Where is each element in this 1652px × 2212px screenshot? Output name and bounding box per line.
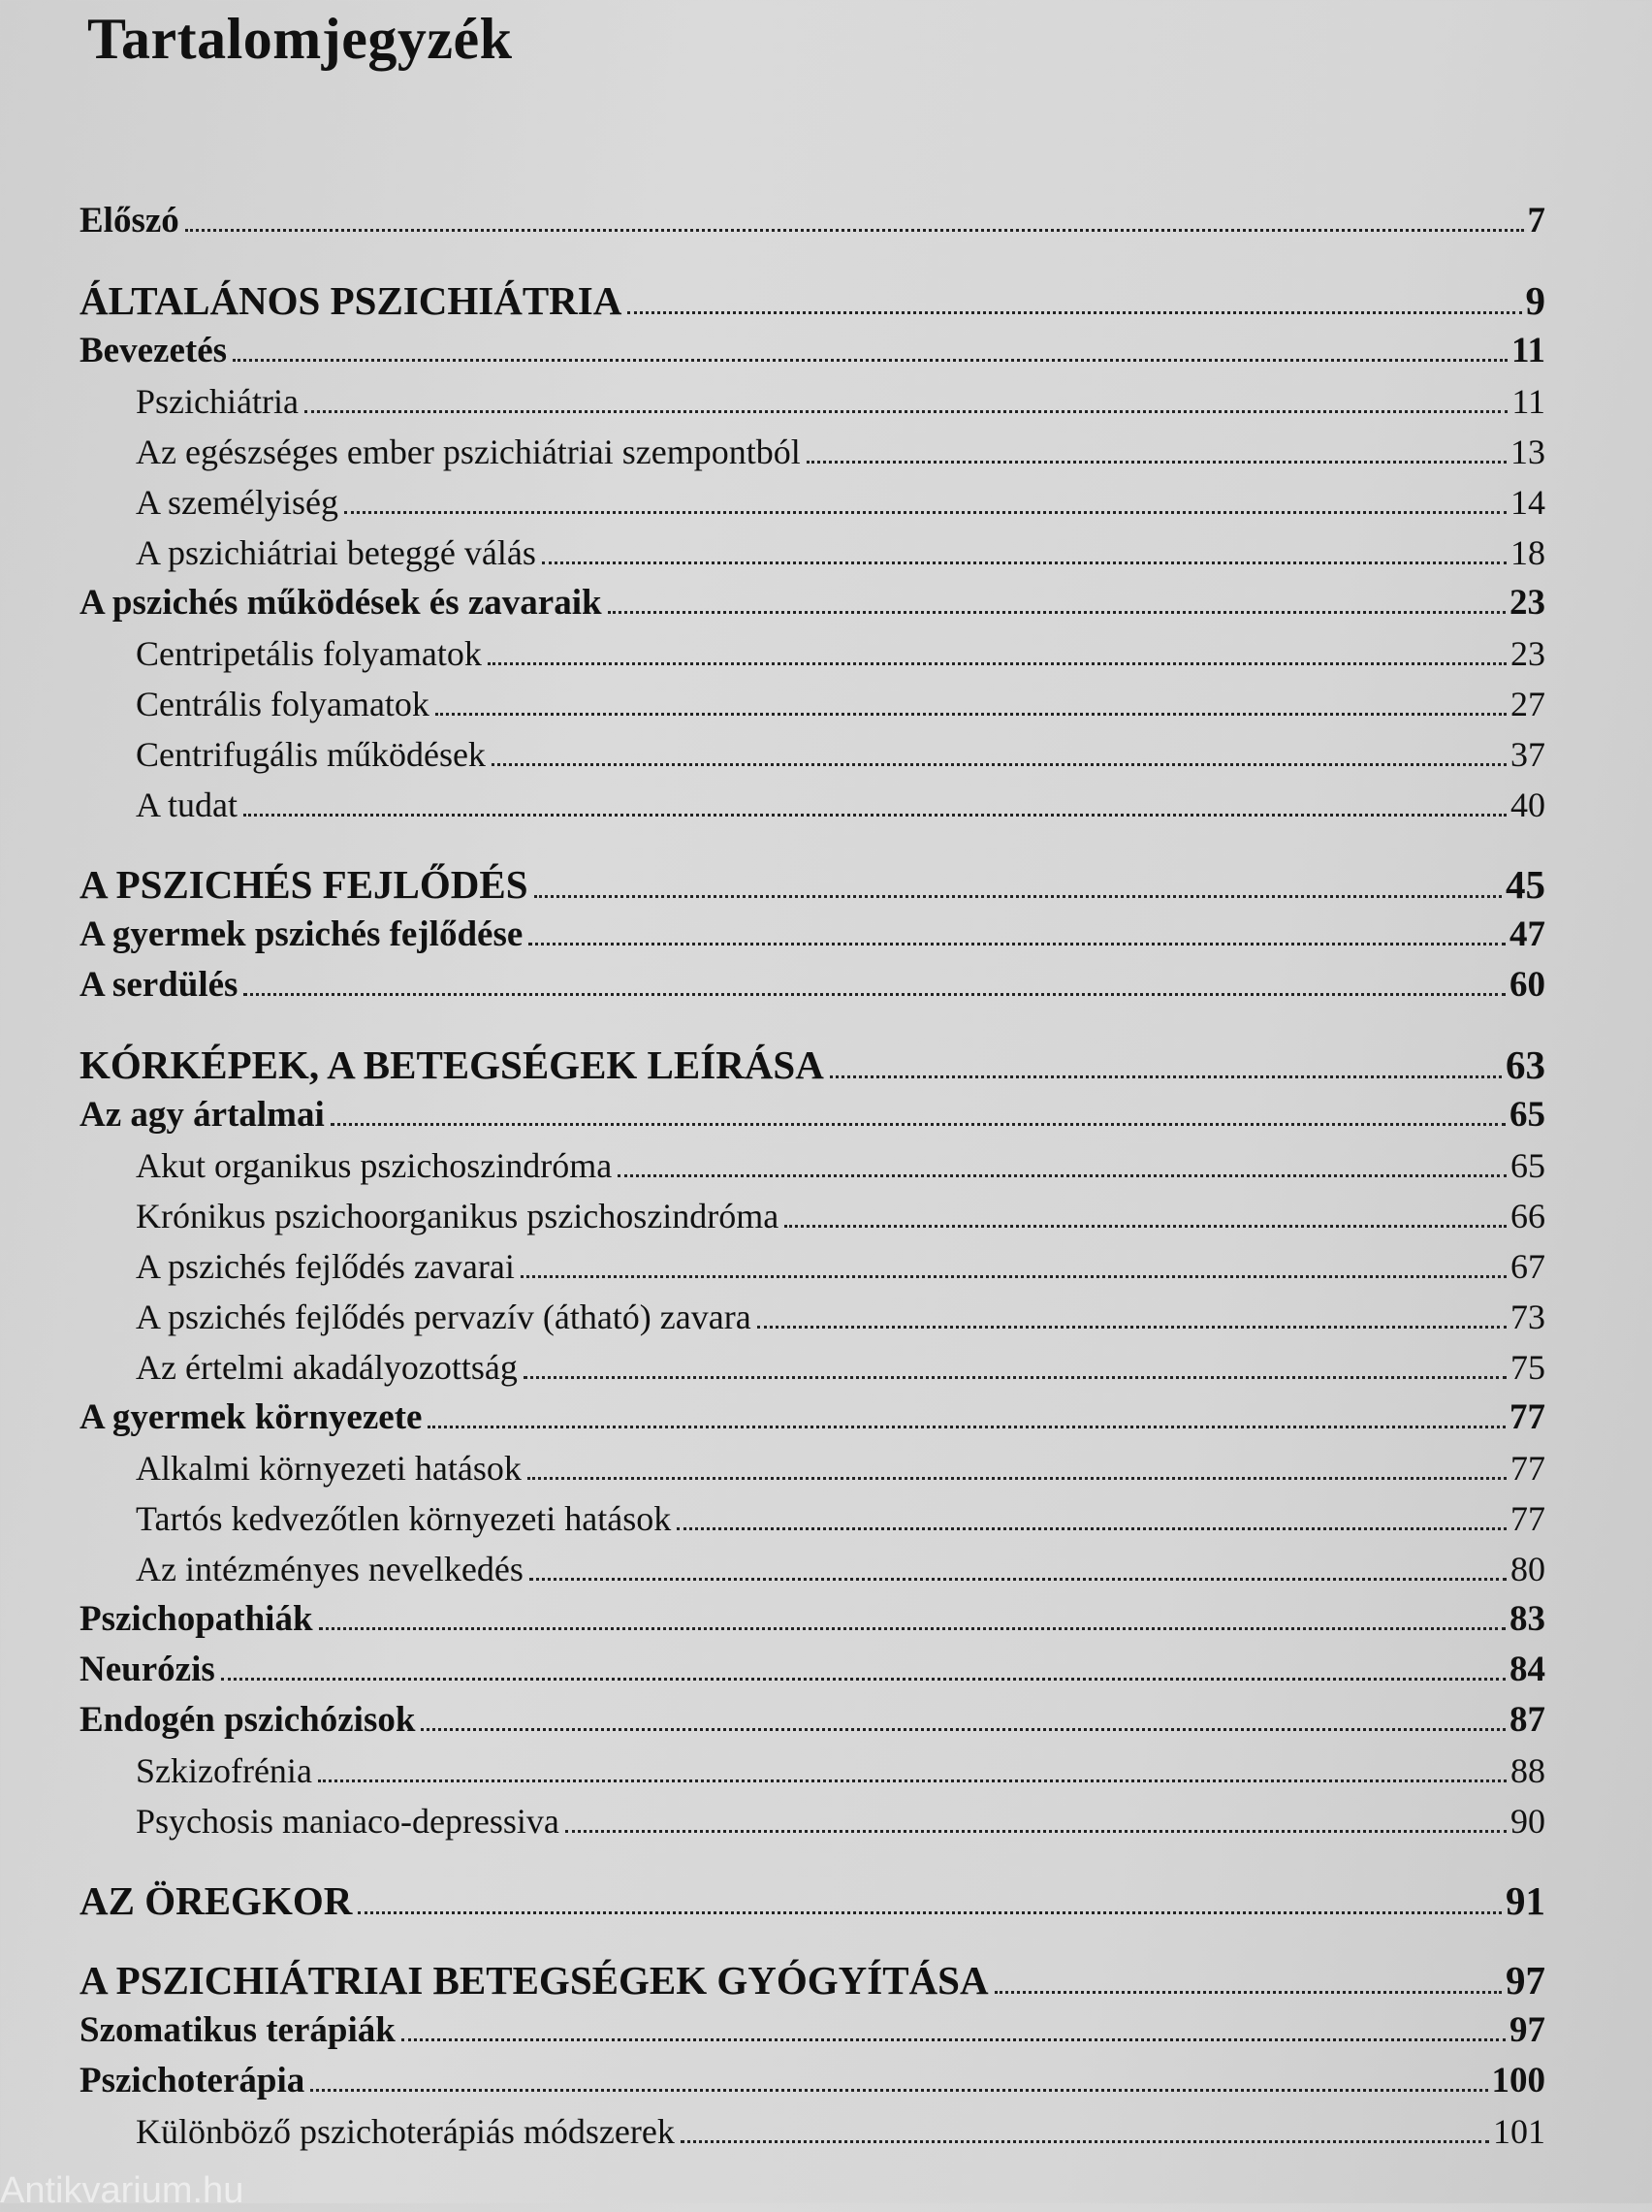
toc-entry-title: A gyermek környezete <box>79 1397 423 1437</box>
dot-leader <box>310 2088 1487 2092</box>
toc-entry <box>79 2106 1545 2157</box>
toc-entry-title: ÁLTALÁNOS PSZICHIÁTRIA <box>79 278 622 323</box>
dot-leader <box>627 310 1521 314</box>
dot-leader <box>435 712 1507 716</box>
toc-entry-title: KÓRKÉPEK, A BETEGSÉGEK LEÍRÁSA <box>79 1042 824 1087</box>
toc-entry-title: Bevezetés <box>79 331 228 370</box>
toc-entry <box>79 275 1545 326</box>
toc-entry <box>79 1746 1545 1796</box>
toc-entry <box>79 1645 1545 1695</box>
dot-leader <box>488 661 1507 665</box>
toc-entry <box>79 1040 1545 1090</box>
toc-entry-title: Centripetális folyamatok <box>136 634 482 673</box>
dot-leader <box>243 992 1506 996</box>
toc-entry <box>79 1191 1545 1241</box>
dot-leader <box>421 1727 1506 1731</box>
toc-entry <box>79 1695 1545 1746</box>
toc-entry-title: AZ ÖREGKOR <box>79 1878 353 1923</box>
toc-entry <box>79 477 1545 528</box>
toc-entry-title: Előszó <box>79 201 179 240</box>
toc-entry-page-number: 90 <box>1510 1802 1545 1841</box>
dot-leader <box>542 561 1507 564</box>
toc-entry <box>79 628 1545 679</box>
toc-entry-page-number: 83 <box>1509 1599 1545 1639</box>
toc-entry-page-number: 88 <box>1510 1751 1545 1790</box>
toc-entry-page-number: 77 <box>1510 1499 1545 1538</box>
toc-entry <box>79 528 1545 578</box>
toc-entry <box>79 1594 1545 1645</box>
toc-entry <box>79 679 1545 729</box>
toc-entry <box>79 1955 1545 2005</box>
dot-leader <box>318 1779 1507 1782</box>
toc-entry-title: Krónikus pszichoorganikus pszichoszindróma <box>136 1197 779 1235</box>
toc-entry-page-number: 23 <box>1510 634 1545 673</box>
toc-entry-page-number: 101 <box>1493 2112 1545 2151</box>
dot-leader <box>401 2037 1506 2041</box>
toc-entry <box>79 1393 1545 1443</box>
dot-leader <box>830 1074 1502 1078</box>
toc-entry-title: Endogén pszichózisok <box>79 1700 416 1740</box>
toc-entry-title: A pszichiátriai beteggé válás <box>136 533 536 572</box>
page-title: Tartalomjegyzék <box>87 7 513 71</box>
toc-entry <box>79 376 1545 427</box>
toc-entry-page-number: 73 <box>1510 1298 1545 1336</box>
toc-entry-page-number: 13 <box>1510 433 1545 471</box>
toc-entry-title: Pszichopathiák <box>79 1599 313 1639</box>
toc-entry-page-number: 40 <box>1510 785 1545 824</box>
toc-entry-title: A tudat <box>136 785 238 824</box>
dot-leader <box>524 1375 1507 1379</box>
toc-entry <box>79 578 1545 628</box>
toc-entry-title: Neurózis <box>79 1650 215 1689</box>
dot-leader <box>221 1677 1506 1681</box>
toc-entry <box>79 960 1545 1010</box>
dot-leader <box>757 1325 1507 1329</box>
watermark-text: Antikvarium.hu <box>0 2170 244 2211</box>
toc-entry-title: Szomatikus terápiák <box>79 2010 396 2050</box>
toc-entry-title: A pszichés fejlődés zavarai <box>136 1247 515 1286</box>
toc-entry-page-number: 18 <box>1510 533 1545 572</box>
toc-entry-title: A gyermek pszichés fejlődése <box>79 914 524 954</box>
toc-entry <box>79 780 1545 830</box>
toc-entry-title: Az agy ártalmai <box>79 1095 325 1135</box>
dot-leader <box>304 409 1508 413</box>
dot-leader <box>243 813 1507 817</box>
toc-entry-page-number: 97 <box>1509 2010 1545 2050</box>
toc-entry-page-number: 77 <box>1510 1449 1545 1488</box>
dot-leader <box>358 1910 1502 1914</box>
table-of-contents <box>79 196 1545 2157</box>
toc-entry-title: Psychosis maniaco-depressiva <box>136 1802 559 1841</box>
toc-entry-title: A serdülés <box>79 965 238 1005</box>
toc-entry <box>79 729 1545 780</box>
toc-entry-title: Pszichiátria <box>136 382 299 421</box>
toc-entry <box>79 1493 1545 1544</box>
toc-entry-title: Különböző pszichoterápiás módszerek <box>136 2112 675 2151</box>
dot-leader <box>528 942 1506 946</box>
dot-leader <box>995 1990 1502 1994</box>
toc-entry-title: Akut organikus pszichoszindróma <box>136 1146 613 1185</box>
toc-entry-page-number: 91 <box>1506 1878 1545 1923</box>
toc-entry-page-number: 97 <box>1506 1958 1545 2003</box>
toc-entry-title: Centrifugális működések <box>136 735 486 774</box>
toc-entry-title: A pszichés fejlődés pervazív (átható) zavara <box>136 1298 751 1336</box>
toc-entry-page-number: 11 <box>1511 331 1545 370</box>
toc-entry-page-number: 67 <box>1510 1247 1545 1286</box>
toc-entry-page-number: 77 <box>1509 1397 1545 1437</box>
toc-entry-title: Alkalmi környezeti hatások <box>136 1449 522 1488</box>
dot-leader <box>521 1274 1507 1278</box>
toc-entry <box>79 196 1545 246</box>
toc-entry <box>79 1796 1545 1846</box>
dot-leader <box>185 228 1524 232</box>
toc-entry <box>79 1443 1545 1493</box>
dot-leader <box>807 460 1507 464</box>
dot-leader <box>529 1577 1507 1581</box>
toc-entry-title: Az értelmi akadályozottság <box>136 1348 518 1387</box>
toc-entry-title: A PSZICHIÁTRIAI BETEGSÉGEK GYÓGYÍTÁSA <box>79 1958 989 2003</box>
toc-entry <box>79 1292 1545 1342</box>
toc-entry-page-number: 7 <box>1527 201 1545 240</box>
toc-entry-page-number: 63 <box>1506 1042 1545 1087</box>
toc-entry-page-number: 37 <box>1510 735 1545 774</box>
dot-leader <box>534 894 1502 898</box>
toc-entry-page-number: 27 <box>1510 685 1545 723</box>
toc-entry <box>79 2005 1545 2056</box>
toc-entry-page-number: 84 <box>1509 1650 1545 1689</box>
dot-leader <box>618 1173 1507 1177</box>
toc-entry-title: Az egészséges ember pszichiátriai szempontból <box>136 433 801 471</box>
toc-entry <box>79 1544 1545 1594</box>
toc-entry <box>79 326 1545 376</box>
toc-entry-title: Tartós kedvezőtlen környezeti hatások <box>136 1499 672 1538</box>
dot-leader <box>527 1476 1507 1480</box>
dot-leader <box>677 1526 1507 1530</box>
toc-entry-page-number: 14 <box>1510 483 1545 522</box>
dot-leader <box>565 1829 1507 1833</box>
toc-entry-page-number: 65 <box>1510 1146 1545 1185</box>
toc-entry-title: A személyiség <box>136 483 338 522</box>
toc-entry-page-number: 11 <box>1511 382 1545 421</box>
toc-entry-title: Centrális folyamatok <box>136 685 429 723</box>
toc-entry-title: Az intézményes nevelkedés <box>136 1550 524 1588</box>
toc-entry-page-number: 23 <box>1509 583 1545 623</box>
toc-entry <box>79 427 1545 477</box>
toc-entry <box>79 2056 1545 2106</box>
dot-leader <box>681 2139 1489 2143</box>
toc-entry <box>79 1875 1545 1926</box>
toc-entry-page-number: 87 <box>1509 1700 1545 1740</box>
toc-entry-page-number: 100 <box>1491 2061 1545 2100</box>
dot-leader <box>344 510 1507 514</box>
toc-entry <box>79 1140 1545 1191</box>
toc-entry-title: A PSZICHÉS FEJLŐDÉS <box>79 862 528 907</box>
toc-entry-page-number: 80 <box>1510 1550 1545 1588</box>
toc-entry-page-number: 9 <box>1525 278 1545 323</box>
toc-entry-page-number: 47 <box>1509 914 1545 954</box>
dot-leader <box>492 762 1507 766</box>
toc-entry <box>79 859 1545 910</box>
toc-entry-title: A pszichés működések és zavaraik <box>79 583 602 623</box>
toc-entry <box>79 1241 1545 1292</box>
toc-entry-page-number: 66 <box>1510 1197 1545 1235</box>
dot-leader <box>428 1425 1506 1428</box>
toc-entry-page-number: 60 <box>1509 965 1545 1005</box>
toc-entry-page-number: 45 <box>1506 862 1545 907</box>
dot-leader <box>233 358 1508 362</box>
dot-leader <box>319 1626 1506 1630</box>
toc-entry-title: Szkizofrénia <box>136 1751 312 1790</box>
toc-entry <box>79 1090 1545 1140</box>
dot-leader <box>608 610 1506 614</box>
toc-entry <box>79 910 1545 960</box>
dot-leader <box>784 1224 1507 1228</box>
dot-leader <box>331 1122 1506 1126</box>
toc-entry <box>79 1342 1545 1393</box>
toc-entry-page-number: 75 <box>1510 1348 1545 1387</box>
toc-entry-page-number: 65 <box>1509 1095 1545 1135</box>
toc-entry-title: Pszichoterápia <box>79 2061 305 2100</box>
